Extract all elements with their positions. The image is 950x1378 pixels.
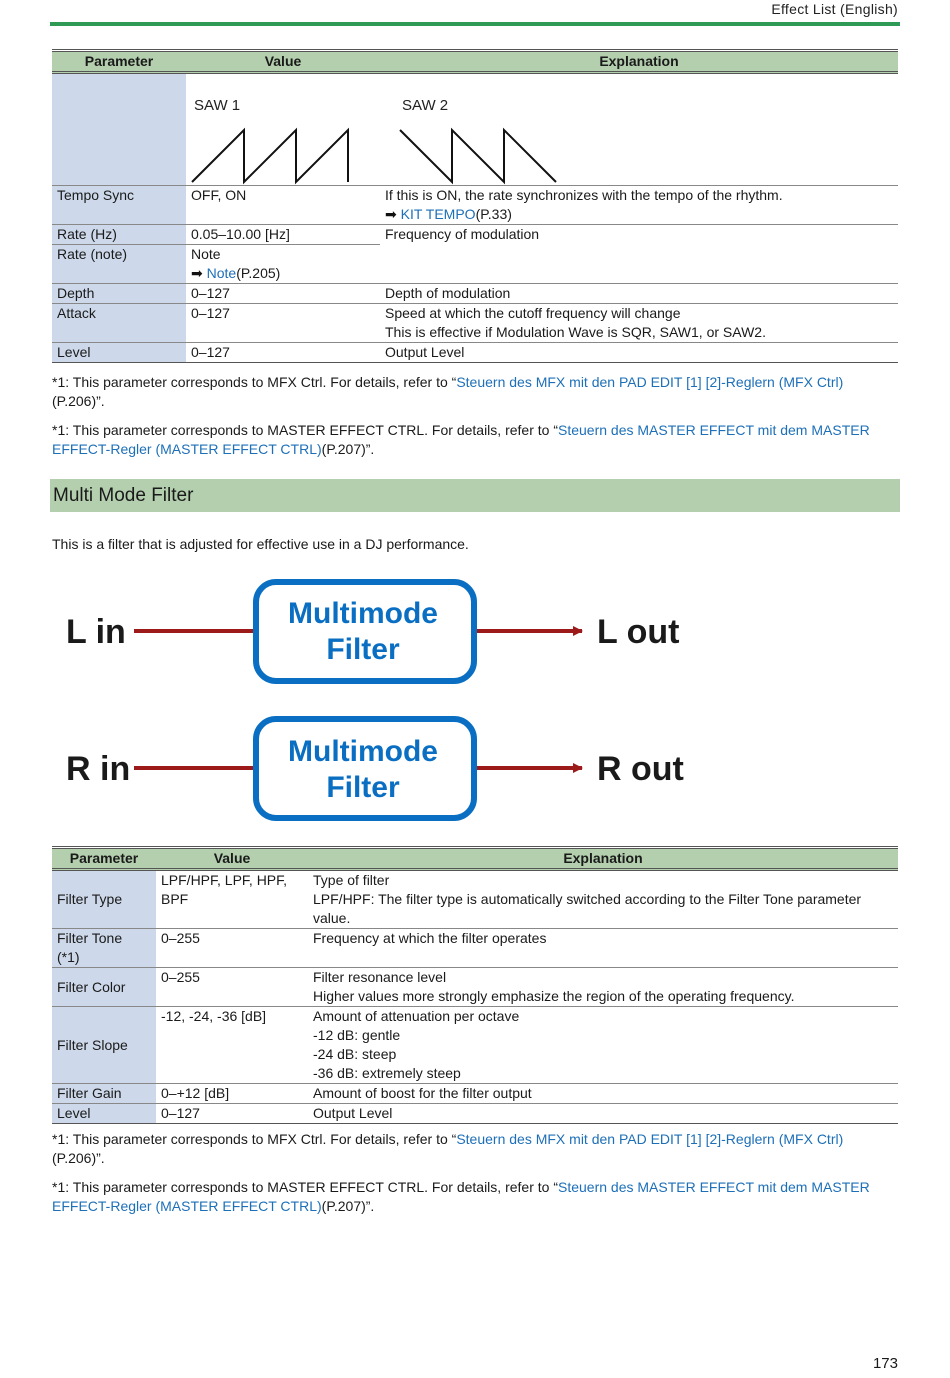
waveform-cell xyxy=(186,73,898,186)
header-rule xyxy=(50,22,900,26)
link-kit-tempo[interactable]: KIT TEMPO xyxy=(400,206,476,222)
filter-box-right-line1: Multimode xyxy=(288,735,438,768)
l-in-label: L in xyxy=(66,613,126,651)
saw1-waveform xyxy=(192,130,348,182)
signal-flow-diagram xyxy=(0,570,950,840)
table-row: Filter Slope -12, -24, -36 [dB] Amount of attenuation per octave -12 dB: gentle -24 dB: steep -36 dB: extremely steep xyxy=(52,1007,898,1084)
link-mfx-ctrl[interactable]: Steuern des MFX mit den PAD EDIT [1] [2]-Reglern (MFX Ctrl) xyxy=(456,374,844,390)
table-row: Depth 0–127 Depth of modulation xyxy=(52,284,898,304)
footnote-mfx-ctrl: *1: This parameter corresponds to MFX Ctrl. For details, refer to “Steuern des MFX mit den PAD EDIT [1] [2]-Reglern (MFX Ctrl)(P.206)”. xyxy=(52,374,844,409)
table-row: Rate (Hz) 0.05–10.00 [Hz] Frequency of modulation xyxy=(52,225,898,245)
col-header-value: Value xyxy=(156,848,308,870)
link-mfx-ctrl-2[interactable]: Steuern des MFX mit den PAD EDIT [1] [2]-Reglern (MFX Ctrl) xyxy=(456,1131,844,1147)
page-number: 173 xyxy=(872,1355,898,1372)
section-heading-band xyxy=(50,479,900,512)
link-master-effect-ctrl[interactable]: Steuern des MASTER EFFECT mit dem MASTER EFFECT-Regler (MASTER EFFECT CTRL) xyxy=(52,422,870,457)
section-title: Multi Mode Filter xyxy=(53,485,194,506)
filter-box-left-line1: Multimode xyxy=(288,597,438,630)
table-row: Filter Color 0–255 Filter resonance level Higher values more strongly emphasize the region of the operating frequency. xyxy=(52,968,898,1007)
table-row-waveforms xyxy=(52,73,898,186)
arrow-right-icon: ➡ xyxy=(385,206,397,222)
link-note[interactable]: Note xyxy=(206,265,237,281)
section-intro: This is a filter that is adjusted for effective use in a DJ performance. xyxy=(52,536,469,552)
saw1-label: SAW 1 xyxy=(194,97,241,114)
modulation-parameter-table xyxy=(52,49,898,363)
footnote-mfx-ctrl-2: *1: This parameter corresponds to MFX Ctrl. For details, refer to “Steuern des MFX mit den PAD EDIT [1] [2]-Reglern (MFX Ctrl)(P.206)”. xyxy=(52,1131,844,1166)
col-header-parameter: Parameter xyxy=(52,51,186,73)
l-out-label: L out xyxy=(597,613,680,651)
multi-mode-filter-parameter-table xyxy=(52,846,898,1124)
table-row: Filter Tone (*1) 0–255 Frequency at which the filter operates xyxy=(52,929,898,968)
table-row: Rate (note) Note ➡ Note(P.205) xyxy=(52,245,898,284)
table-row: Filter Type LPF/HPF, LPF, HPF, BPF Type of filter LPF/HPF: The filter type is automatically switched according to the Filter Tone parameter value. xyxy=(52,870,898,929)
saw2-waveform xyxy=(400,130,556,182)
saw2-label: SAW 2 xyxy=(402,97,449,114)
table-row: Level 0–127 Output Level xyxy=(52,1104,898,1124)
link-master-effect-ctrl-2[interactable]: Steuern des MASTER EFFECT mit dem MASTER EFFECT-Regler (MASTER EFFECT CTRL) xyxy=(52,1179,870,1214)
page-header-title: Effect List (English) xyxy=(771,1,898,17)
table-header-row xyxy=(52,51,898,73)
table-header-row xyxy=(52,848,898,870)
filter-box-right-line2: Filter xyxy=(326,771,400,804)
footnote-master-effect-ctrl-2: *1: This parameter corresponds to MASTER EFFECT CTRL. For details, refer to “Steuern des MASTER EFFECT mit dem MASTER EFFECT-Regler (MASTER EFFECT CTRL)(P.207)”. xyxy=(52,1179,870,1214)
table-row: Tempo Sync OFF, ON If this is ON, the rate synchronizes with the tempo of the rhythm. ➡ KIT TEMPO(P.33) xyxy=(52,186,898,225)
col-header-explanation: Explanation xyxy=(380,51,898,73)
col-header-value: Value xyxy=(186,51,380,73)
arrow-right-icon: ➡ xyxy=(191,265,203,281)
col-header-parameter: Parameter xyxy=(52,848,156,870)
r-in-label: R in xyxy=(66,750,131,788)
table-row: Filter Gain 0–+12 [dB] Amount of boost for the filter output xyxy=(52,1084,898,1104)
table-row: Attack 0–127 Speed at which the cutoff frequency will change This is effective if Modulation Wave is SQR, SAW1, or SAW2. xyxy=(52,304,898,343)
footnote-master-effect-ctrl: *1: This parameter corresponds to MASTER EFFECT CTRL. For details, refer to “Steuern des MASTER EFFECT mit dem MASTER EFFECT-Regler (MASTER EFFECT CTRL)(P.207)”. xyxy=(52,422,870,457)
saw-waveform-graphic xyxy=(186,74,586,185)
table-row: Level 0–127 Output Level xyxy=(52,343,898,363)
col-header-explanation: Explanation xyxy=(308,848,898,870)
r-out-label: R out xyxy=(597,750,684,788)
filter-box-left-line2: Filter xyxy=(326,633,400,666)
